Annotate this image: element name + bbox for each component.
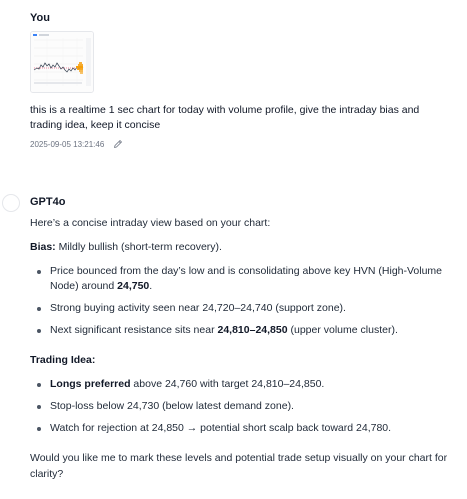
- list-item-bold: 24,810–24,850: [217, 324, 288, 336]
- user-message: [30, 12, 450, 149]
- bias-points: [30, 264, 455, 338]
- message-timestamp: 2025-09-05 13:21:46: [30, 139, 105, 149]
- list-item-bold: Longs preferred: [50, 378, 131, 390]
- assistant-closing: Would you like me to mark these levels and potential trade setup visually on your chart for clarity?: [30, 452, 448, 480]
- list-item-text: (upper volume cluster).: [287, 324, 398, 336]
- assistant-avatar: [2, 194, 20, 212]
- bias-label: Bias:: [30, 241, 56, 253]
- list-item-bold: 24,750: [117, 280, 150, 292]
- list-item: [50, 377, 455, 392]
- pencil-icon[interactable]: [113, 139, 123, 149]
- trading-idea-heading: Trading Idea:: [30, 354, 96, 366]
- list-item: [50, 264, 455, 294]
- bias-line: [30, 241, 455, 253]
- assistant-intro: Here’s a concise intraday view based on your chart:: [30, 217, 271, 229]
- list-item: [50, 301, 455, 316]
- list-item-text: above 24,760 with target 24,810–24,850.: [130, 378, 325, 390]
- list-item: [50, 399, 455, 414]
- list-item-text: Strong buying activity seen near 24,720–24,740 (support zone).: [50, 302, 346, 314]
- assistant-message: [30, 196, 455, 482]
- message-meta: [30, 139, 450, 149]
- list-item-text: Stop-loss below 24,730 (below latest demand zone).: [50, 400, 294, 412]
- chart-thumbnail[interactable]: [30, 31, 94, 93]
- bias-text: Mildly bullish (short-term recovery).: [55, 241, 222, 253]
- list-item-text: .: [149, 280, 153, 292]
- trade-points: [30, 377, 455, 436]
- user-message-text: this is a realtime 1 sec chart for today with volume profile, give the intraday bias and trading idea, keep it concise: [30, 104, 420, 131]
- chart-thumbnail-image: [31, 32, 93, 92]
- list-item-text: Watch for rejection at 24,850 → potential short scalp back toward 24,780.: [50, 422, 392, 434]
- list-item: [50, 323, 455, 338]
- list-item: [50, 421, 455, 436]
- user-name: You: [30, 12, 50, 24]
- assistant-name: GPT4o: [30, 196, 66, 208]
- list-item-text: Next significant resistance sits near: [50, 324, 218, 336]
- list-item-text: Price bounced from the day’s low and is consolidating above key HVN (High-Volume Node) around: [50, 265, 443, 292]
